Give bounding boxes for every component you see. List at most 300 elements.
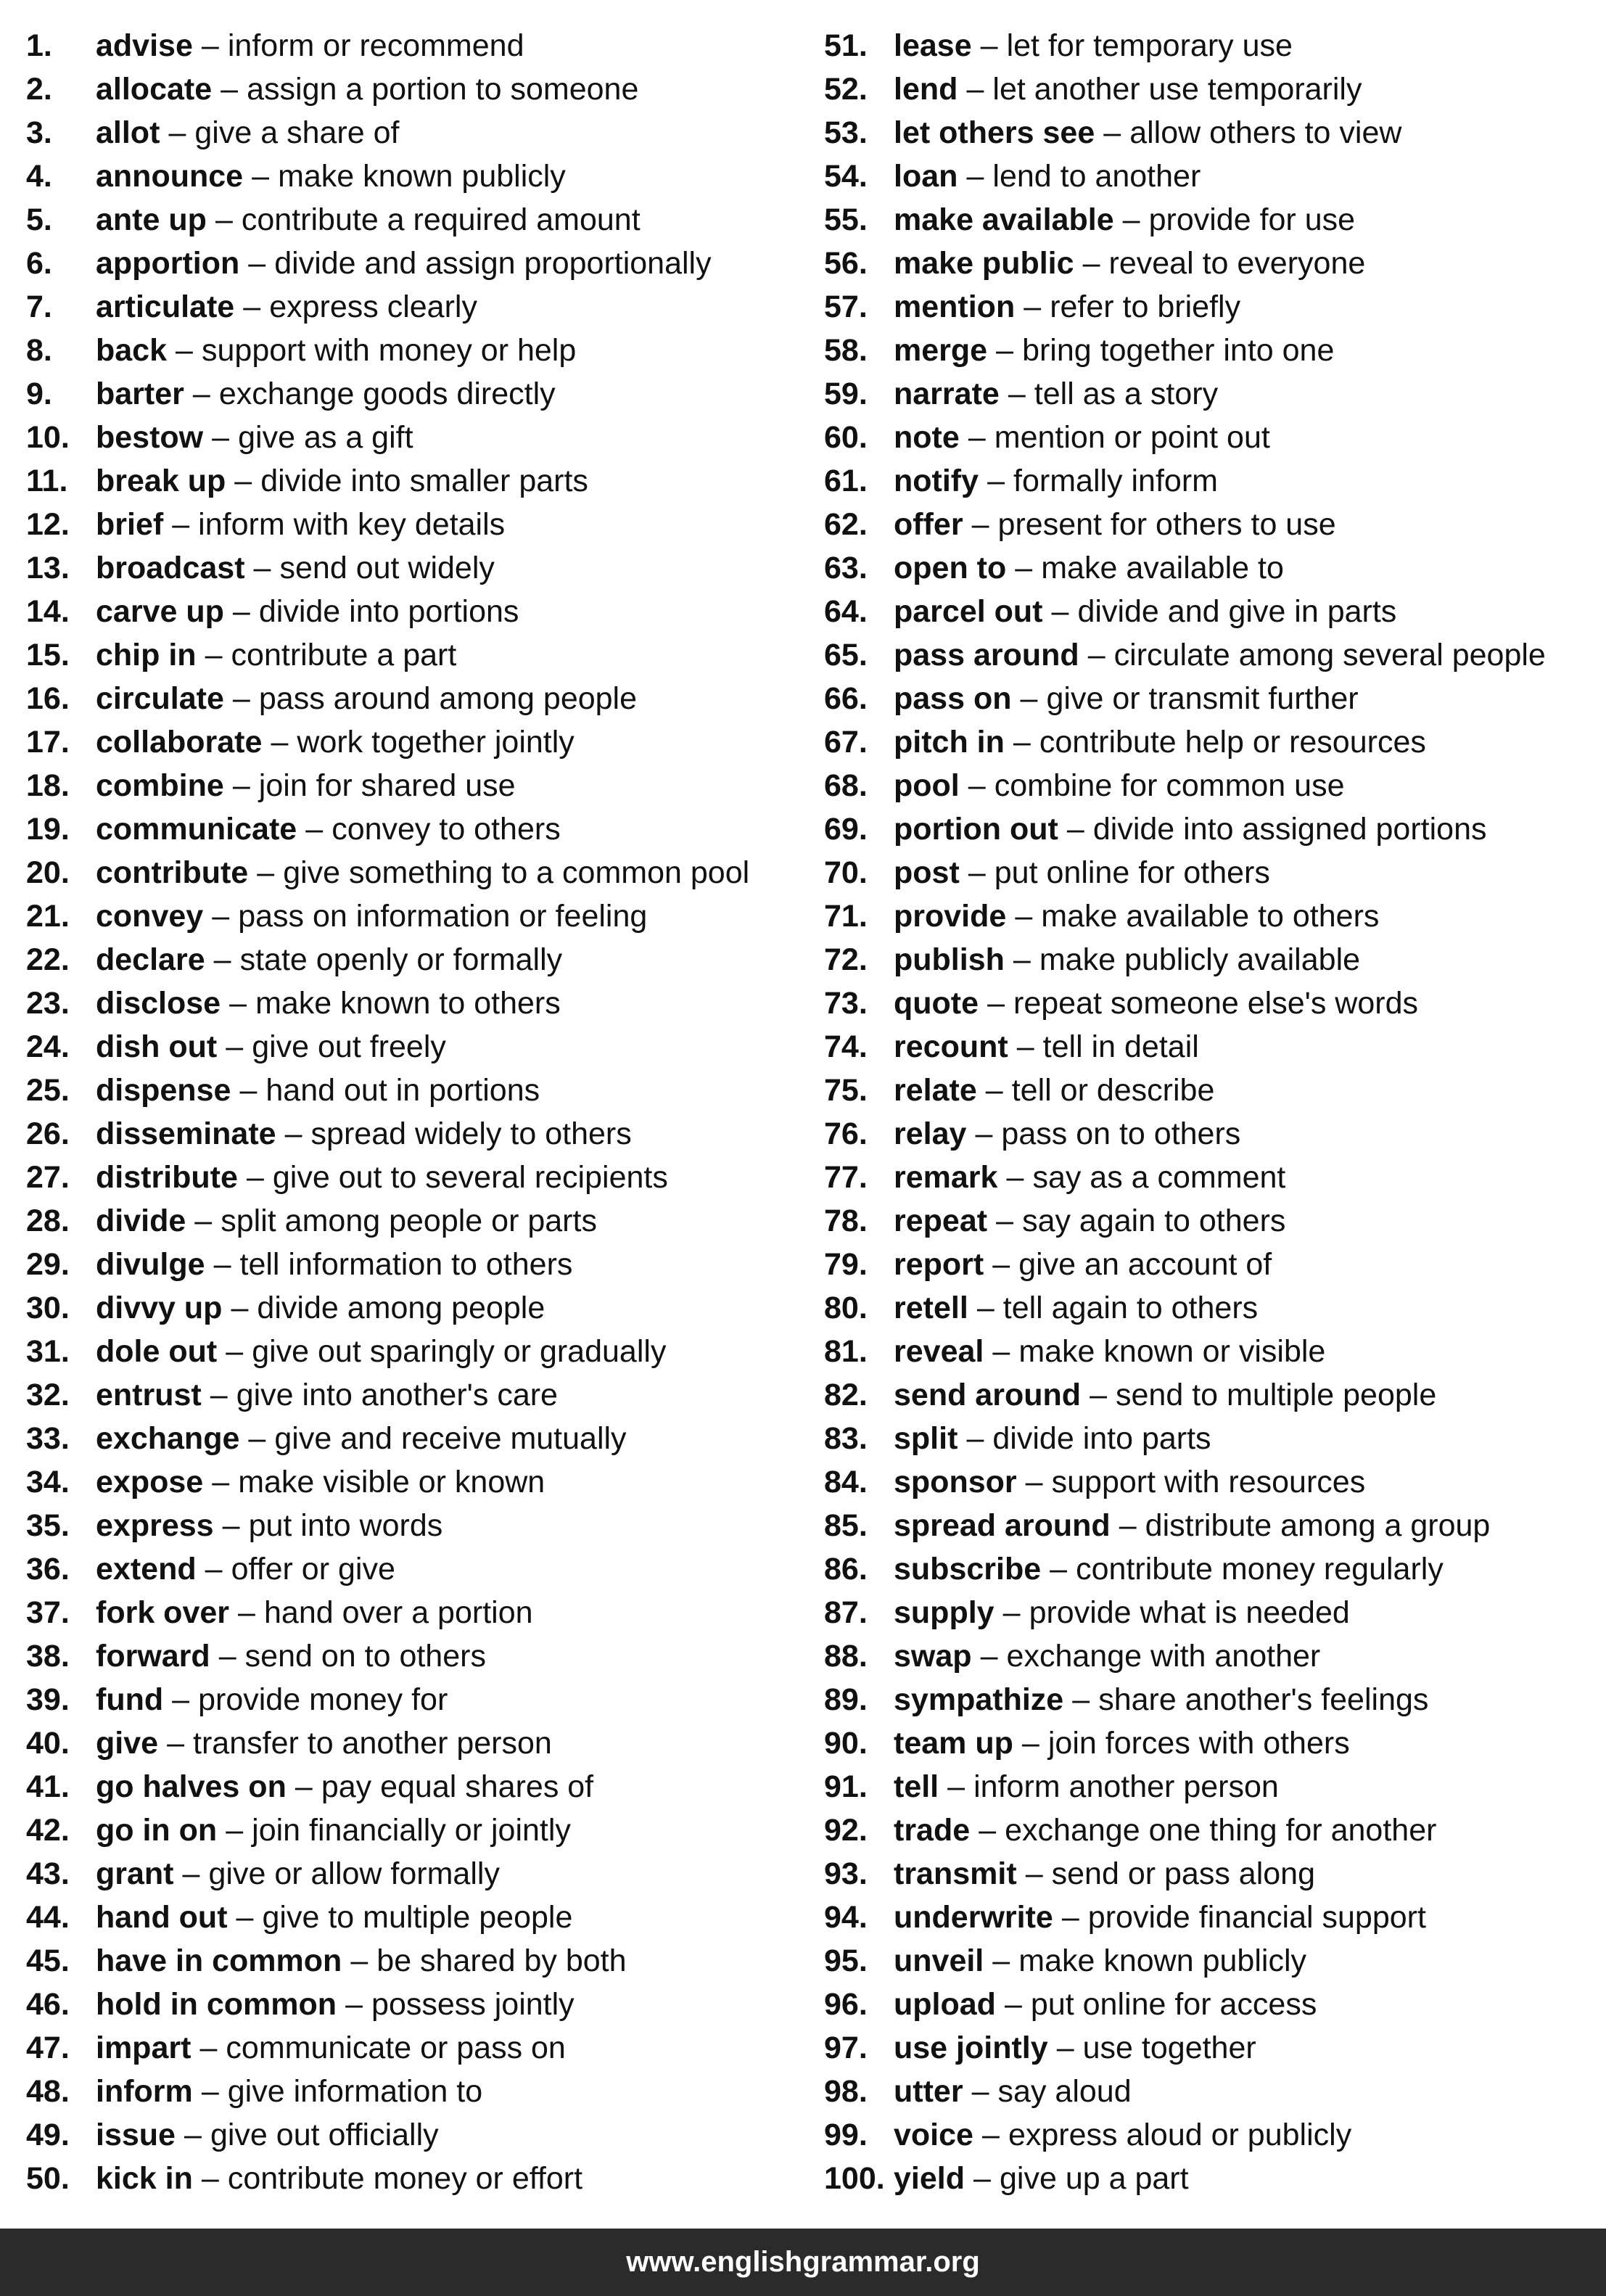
entry-separator: – [232,594,250,629]
entry-separator: – [232,768,250,803]
entry-separator: – [201,2074,219,2109]
entry-word: supply [894,1595,995,1630]
entry-separator: – [271,725,289,760]
list-item [26,1246,810,1290]
list-item [26,2030,810,2073]
entry-definition: assign a portion to someone [247,72,639,107]
entry-number: 55. [824,202,868,237]
entry-word: tell [894,1769,939,1804]
entry-number: 72. [824,942,868,977]
list-item [824,1551,1593,1595]
entry-number: 93. [824,1856,868,1891]
entry-definition: split among people or parts [221,1203,597,1238]
list-item [824,71,1593,115]
entry-number: 95. [824,1943,868,1978]
entry-number: 44. [26,1900,70,1935]
entry-word: ante up [96,202,207,237]
list-item [26,1507,810,1551]
entry-word: transmit [894,1856,1017,1891]
entry-word: use jointly [894,2030,1048,2065]
entry-separator: – [1015,899,1033,934]
entry-number: 78. [824,1203,868,1238]
entry-number: 48. [26,2074,70,2109]
entry-separator: – [345,1987,363,2022]
entry-word: bestow [96,420,204,455]
entry-separator: – [1013,942,1031,977]
entry-definition: distribute among a group [1145,1508,1491,1543]
entry-word: announce [96,159,244,194]
entry-separator: – [1002,1595,1021,1630]
list-item [26,1638,810,1682]
entry-number: 81. [824,1334,868,1369]
entry-word: subscribe [894,1552,1042,1587]
entry-definition: tell information to others [239,1247,573,1282]
entry-definition: give out officially [210,2118,439,2152]
entry-definition: inform with key details [198,507,506,542]
footer-url[interactable]: www.englishgrammar.org [626,2246,980,2278]
list-item [824,768,1593,811]
entry-number: 22. [26,942,70,977]
entry-number: 77. [824,1160,868,1195]
entry-number: 99. [824,2118,868,2152]
list-item [26,2073,810,2117]
list-item [824,28,1593,71]
entry-number: 5. [26,202,52,237]
entry-word: pool [894,768,960,803]
entry-separator: – [284,1116,302,1151]
entry-number: 8. [26,333,52,368]
entry-definition: combine for common use [994,768,1345,803]
entry-number: 87. [824,1595,868,1630]
entry-number: 16. [26,681,70,716]
entry-separator: – [992,1334,1010,1369]
list-item [824,1072,1593,1116]
entry-number: 52. [824,72,868,107]
entry-separator: – [218,1639,236,1674]
list-item [26,593,810,637]
entry-word: utter [894,2074,963,2109]
entry-word: extend [96,1552,197,1587]
entry-number: 66. [824,681,868,716]
entry-definition: give or transmit further [1046,681,1359,716]
entry-separator: – [184,2118,202,2152]
entry-definition: give or allow formally [208,1856,500,1891]
entry-separator: – [968,420,986,455]
entry-definition: join financially or jointly [252,1813,571,1848]
entry-number: 26. [26,1116,70,1151]
entry-separator: – [1016,1029,1034,1064]
list-item [26,1464,810,1507]
entry-word: combine [96,768,224,803]
list-item [26,1682,810,1725]
entry-definition: state openly or formally [239,942,563,977]
entry-definition: send or pass along [1051,1856,1315,1891]
entry-definition: let another use temporarily [992,72,1362,107]
entry-word: back [96,333,168,368]
entry-definition: provide money for [198,1682,448,1717]
entry-separator: – [350,1943,368,1978]
list-item [824,1899,1593,1943]
entry-number: 28. [26,1203,70,1238]
entry-word: kick in [96,2161,193,2196]
entry-number: 63. [824,551,868,585]
list-item [824,1638,1593,1682]
entry-definition: put online for access [1030,1987,1317,2022]
entry-definition: mention or point out [994,420,1270,455]
entry-separator: – [253,551,271,585]
entry-definition: support with money or help [202,333,577,368]
entry-definition: make known or visible [1018,1334,1326,1369]
entry-definition: say again to others [1022,1203,1286,1238]
entry-number: 25. [26,1073,70,1108]
entry-word: make available [894,202,1114,237]
entry-definition: give a share of [194,115,400,150]
entry-word: express [96,1508,214,1543]
entry-separator: – [1072,1682,1090,1717]
list-item [824,1986,1593,2030]
entry-separator: – [212,899,230,934]
entry-definition: contribute a required amount [241,202,641,237]
list-item [26,463,810,506]
entry-definition: give information to [227,2074,483,2109]
entry-number: 59. [824,377,868,411]
entry-word: allot [96,115,160,150]
list-item [824,506,1593,550]
entry-definition: pay equal shares of [321,1769,594,1804]
entry-separator: – [1103,115,1121,150]
entry-word: pass on [894,681,1012,716]
entry-separator: – [226,1813,244,1848]
list-item [824,550,1593,593]
entry-separator: – [966,72,984,107]
entry-number: 10. [26,420,70,455]
entry-word: articulate [96,289,235,324]
entry-definition: refer to briefly [1050,289,1241,324]
list-item [824,245,1593,289]
entry-definition: divide into assigned portions [1092,812,1487,847]
entry-word: entrust [96,1378,202,1412]
entry-definition: give an account of [1018,1247,1272,1282]
list-item [26,1943,810,1986]
entry-definition: give out freely [252,1029,446,1064]
entry-word: merge [894,333,988,368]
entry-definition: make known publicly [1018,1943,1306,1978]
entry-number: 71. [824,899,868,934]
entry-number: 39. [26,1682,70,1717]
entry-word: portion out [894,812,1058,847]
entry-word: trade [894,1813,971,1848]
entry-number: 23. [26,986,70,1021]
entry-definition: convey to others [332,812,561,847]
entry-definition: make available to others [1041,899,1380,934]
entry-number: 60. [824,420,868,455]
entry-separator: – [968,855,986,890]
list-item [26,898,810,942]
entry-number: 90. [824,1726,868,1761]
entry-separator: – [1119,1508,1137,1543]
list-item [824,1812,1593,1856]
entry-definition: put online for others [994,855,1270,890]
entry-separator: – [1008,377,1026,411]
list-item [26,289,810,332]
entry-word: narrate [894,377,1000,411]
entry-number: 80. [824,1291,868,1325]
list-item [26,1116,810,1159]
entry-definition: let for temporary use [1006,28,1293,63]
entry-definition: exchange goods directly [218,377,556,411]
entry-word: relay [894,1116,967,1151]
entry-word: make public [894,246,1074,281]
entry-word: hold in common [96,1987,337,2022]
list-item [26,419,810,463]
entry-separator: – [1025,1465,1043,1499]
entry-separator: – [231,1291,249,1325]
entry-definition: make visible or known [238,1465,545,1499]
entry-word: post [894,855,960,890]
entry-number: 57. [824,289,868,324]
entry-definition: contribute help or resources [1039,725,1426,760]
entry-word: sponsor [894,1465,1017,1499]
entry-word: fund [96,1682,164,1717]
entry-number: 1. [26,28,52,63]
list-item [26,1769,810,1812]
list-item [824,2073,1593,2117]
entry-separator: – [213,942,231,977]
entry-separator: – [226,1334,244,1369]
entry-separator: – [252,159,270,194]
list-item [824,1159,1593,1203]
entry-separator: – [236,1900,254,1935]
list-item [26,1725,810,1769]
list-item [824,1464,1593,1507]
entry-definition: give out to several recipients [272,1160,668,1195]
list-item [26,1029,810,1072]
entry-definition: divide into portions [258,594,519,629]
entry-definition: divide and give in parts [1077,594,1397,629]
entry-number: 89. [824,1682,868,1717]
word-list-left-column [26,28,810,2204]
entry-definition: join forces with others [1047,1726,1350,1761]
list-item [26,245,810,289]
entry-separator: – [980,28,998,63]
list-item [824,419,1593,463]
entry-number: 86. [824,1552,868,1587]
entry-separator: – [194,1203,213,1238]
entry-separator: – [992,1247,1010,1282]
list-item [26,724,810,768]
entry-number: 92. [824,1813,868,1848]
entry-word: team up [894,1726,1013,1761]
entry-number: 85. [824,1508,868,1543]
entry-word: collaborate [96,725,263,760]
entry-word: advise [96,28,193,63]
entry-separator: – [238,1595,255,1630]
entry-word: upload [894,1987,996,2022]
entry-definition: work together jointly [297,725,575,760]
entry-separator: – [201,2161,219,2196]
list-item [26,550,810,593]
entry-separator: – [229,986,247,1021]
entry-number: 12. [26,507,70,542]
entry-definition: divide into parts [992,1421,1211,1456]
entry-word: offer [894,507,963,542]
entry-word: pitch in [894,725,1005,760]
entry-definition: join for shared use [258,768,516,803]
entry-word: disseminate [96,1116,276,1151]
entry-definition: give something to a common pool [283,855,750,890]
entry-number: 51. [824,28,868,63]
entry-definition: make publicly available [1039,942,1361,977]
entry-number: 62. [824,507,868,542]
list-item [824,1507,1593,1551]
entry-number: 40. [26,1726,70,1761]
entry-separator: – [257,855,275,890]
entry-number: 2. [26,72,52,107]
list-item [26,637,810,680]
entry-word: voice [894,2118,973,2152]
list-item [26,1986,810,2030]
entry-separator: – [1056,2030,1074,2065]
entry-word: spread around [894,1508,1111,1543]
entry-definition: contribute a part [231,638,457,672]
list-item [824,202,1593,245]
entry-word: reveal [894,1334,984,1369]
entry-definition: tell again to others [1002,1291,1259,1325]
entry-definition: hand out in portions [265,1073,540,1108]
entry-separator: – [1025,1856,1043,1891]
entry-definition: exchange with another [1006,1639,1321,1674]
entry-definition: make known publicly [278,159,566,194]
entry-word: distribute [96,1160,238,1195]
entry-definition: pass around among people [258,681,638,716]
entry-number: 54. [824,159,868,194]
entry-separator: – [248,246,266,281]
entry-word: notify [894,464,979,498]
entry-word: sympathize [894,1682,1064,1717]
entry-definition: divide and assign proportionally [274,246,712,281]
entry-word: fork over [96,1595,230,1630]
entry-separator: – [215,202,233,237]
entry-definition: bring together into one [1022,333,1335,368]
entry-definition: express clearly [269,289,477,324]
entry-number: 42. [26,1813,70,1848]
entry-word: circulate [96,681,224,716]
entry-word: hand out [96,1900,228,1935]
entry-definition: use together [1082,2030,1256,2065]
entry-number: 6. [26,246,52,281]
list-item [26,1856,810,1899]
entry-separator: – [192,377,210,411]
entry-definition: express aloud or publicly [1008,2118,1352,2152]
list-item [824,2160,1593,2204]
entry-number: 13. [26,551,70,585]
list-item [26,1551,810,1595]
entry-separator: – [985,1073,1003,1108]
entry-definition: provide for use [1148,202,1356,237]
entry-number: 74. [824,1029,868,1064]
list-item [26,768,810,811]
entry-word: impart [96,2030,192,2065]
entry-number: 14. [26,594,70,629]
entry-separator: – [226,1029,244,1064]
entry-number: 58. [824,333,868,368]
entry-definition: support with resources [1051,1465,1366,1499]
entry-word: send around [894,1378,1082,1412]
list-item [824,811,1593,855]
list-item [26,332,810,376]
entry-word: unveil [894,1943,984,1978]
entry-separator: – [1087,638,1105,672]
entry-word: broadcast [96,551,245,585]
entry-separator: – [996,333,1014,368]
entry-separator: – [1021,1726,1039,1761]
entry-word: dispense [96,1073,231,1108]
entry-number: 50. [26,2161,70,2196]
entry-number: 49. [26,2118,70,2152]
list-item [26,28,810,71]
entry-word: open to [894,551,1007,585]
entry-separator: – [212,1465,230,1499]
footer-bar [0,2229,1606,2296]
entry-word: divvy up [96,1291,223,1325]
entry-separator: – [1066,812,1084,847]
entry-word: barter [96,377,184,411]
entry-number: 73. [824,986,868,1021]
entry-separator: – [295,1769,313,1804]
entry-separator: – [1020,681,1038,716]
entry-word: convey [96,899,204,934]
entry-word: split [894,1421,958,1456]
entry-word: declare [96,942,205,977]
entry-word: issue [96,2118,176,2152]
list-item [824,898,1593,942]
entry-word: lease [894,28,972,63]
entry-separator: – [232,681,250,716]
entry-word: exchange [96,1421,240,1456]
entry-word: provide [894,899,1007,934]
entry-definition: be shared by both [376,1943,627,1978]
entry-number: 53. [824,115,868,150]
entry-word: note [894,420,960,455]
entry-separator: – [210,1378,228,1412]
entry-number: 11. [26,464,68,498]
entry-separator: – [1090,1378,1107,1412]
entry-word: dish out [96,1029,218,1064]
list-item [26,158,810,202]
entry-number: 4. [26,159,52,194]
entry-separator: – [1013,725,1031,760]
entry-definition: divide into smaller parts [260,464,588,498]
entry-definition: send to multiple people [1116,1378,1437,1412]
entry-word: divide [96,1203,186,1238]
entry-word: mention [894,289,1016,324]
entry-number: 35. [26,1508,70,1543]
entry-number: 17. [26,725,70,760]
entry-definition: tell in detail [1042,1029,1199,1064]
entry-number: 56. [824,246,868,281]
list-item [26,506,810,550]
entry-number: 69. [824,812,868,847]
entry-word: communicate [96,812,297,847]
list-item [824,463,1593,506]
list-item [26,2160,810,2204]
entry-word: retell [894,1291,968,1325]
entry-word: forward [96,1639,210,1674]
list-item [26,376,810,419]
entry-definition: hand over a portion [264,1595,533,1630]
entry-separator: – [1024,289,1042,324]
entry-separator: – [182,1856,200,1891]
